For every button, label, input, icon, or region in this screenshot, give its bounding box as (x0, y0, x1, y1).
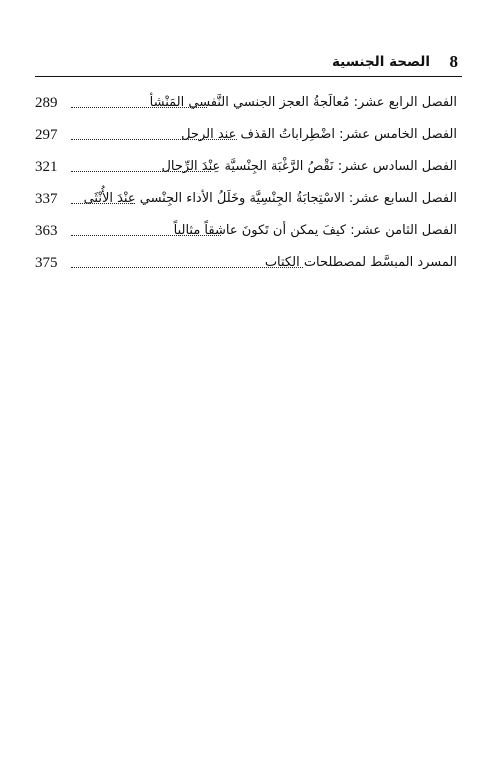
toc-entry-title: الفصل السادس عشر: نَقْصُ الرَّغْبَة الجِنْسيَّة عِنْدَ الرِّجال (161, 159, 457, 174)
toc-entry-page: 337 (35, 191, 58, 207)
toc-entry (35, 221, 457, 253)
toc-entry-page: 375 (35, 255, 58, 271)
toc-dot-leader (71, 267, 303, 268)
table-of-contents (35, 93, 457, 285)
toc-dot-leader (71, 203, 135, 204)
toc-entry-title: الفصل الرابع عشر: مُعالَجةُ العجز الجنسي النَّفسي المَنْشأ (149, 95, 457, 110)
page-header (35, 47, 462, 77)
running-title: الصحة الجنسية (332, 54, 430, 70)
toc-entry (35, 253, 457, 285)
page-number: 8 (449, 52, 458, 71)
toc-entry-page: 297 (35, 127, 58, 143)
toc-dot-leader (71, 235, 221, 236)
toc-entry (35, 189, 457, 221)
toc-entry-title: الفصل الثامن عشر: كيفَ يمكن أن تَكونَ عاشقاً مثالياً (173, 223, 457, 238)
toc-entry-title: الفصل الخامس عشر: اضْطِراباتُ القذف عند الرجل (181, 127, 457, 142)
toc-entry-title: الفصل السابع عشر: الاسْتِجابَةُ الجِنْسِيَّة وخَلَلُ الأداء الجِنْسي عِنْدَ الأُنْثَى (83, 191, 457, 206)
toc-dot-leader (71, 139, 237, 140)
toc-dot-leader (71, 171, 211, 172)
toc-entry (35, 157, 457, 189)
toc-entry-page: 321 (35, 159, 58, 175)
toc-entry (35, 125, 457, 157)
toc-entry (35, 93, 457, 125)
toc-dot-leader (71, 107, 207, 108)
toc-entry-page: 289 (35, 95, 58, 111)
toc-entry-page: 363 (35, 223, 58, 239)
toc-entry-title: المسرد المبسَّط لمصطلحات الكتاب (264, 255, 457, 270)
